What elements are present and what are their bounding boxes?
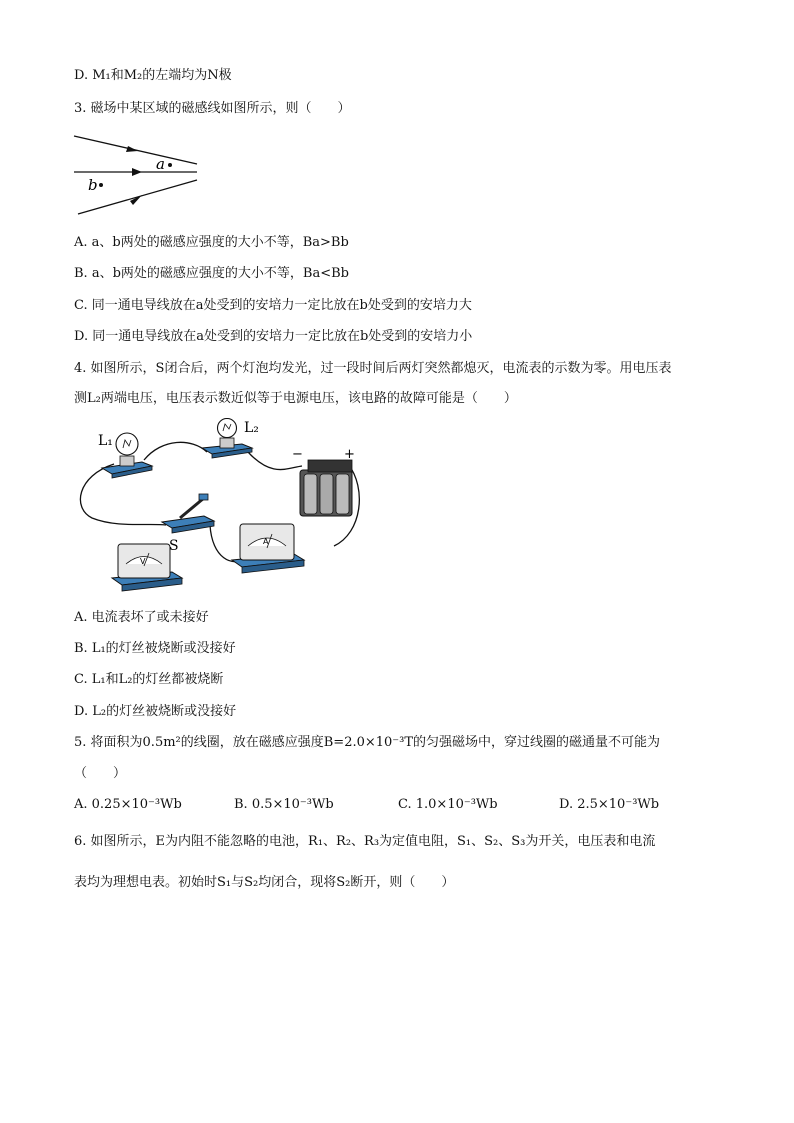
label-minus: − — [292, 447, 303, 462]
q3-option-a: A. a、b两处的磁感应强度的大小不等，Ba>Bb — [74, 235, 349, 250]
q3-option-d: D. 同一通电导线放在a处受到的安培力一定比放在b处受到的安培力小 — [74, 329, 473, 344]
q6-stem-line2: 表均为理想电表。初始时S₁与S₂均闭合，现将S₂断开，则（ ） — [74, 875, 455, 890]
label-b: b — [88, 176, 98, 194]
circuit-figure — [72, 418, 372, 600]
label-S: S — [169, 538, 179, 554]
q5-option-d: D. 2.5×10⁻³Wb — [559, 797, 660, 812]
q4-stem-line1: 4. 如图所示，S闭合后，两个灯泡均发光，过一段时间后两灯突然都熄灭，电流表的示数为零。用电压表 — [74, 361, 672, 376]
battery-pack — [300, 460, 352, 516]
q3-stem: 3. 磁场中某区域的磁感线如图所示，则（ ） — [74, 101, 351, 116]
q4-option-b: B. L₁的灯丝被烧断或没接好 — [74, 641, 236, 656]
switch-S — [162, 494, 214, 533]
ammeter-letter: A — [263, 537, 269, 546]
arrow-bottom — [130, 195, 142, 205]
point-b — [99, 183, 103, 187]
ammeter — [232, 524, 304, 573]
arrow-mid — [132, 168, 142, 176]
arrow-top — [126, 146, 138, 152]
q2-option-d: D. M₁和M₂的左端均为N极 — [74, 68, 232, 83]
label-L2: L₂ — [244, 420, 259, 436]
point-a — [168, 163, 172, 167]
q5-option-c: C. 1.0×10⁻³Wb — [398, 797, 498, 812]
wire-L1-L2 — [144, 442, 207, 460]
q5-option-b: B. 0.5×10⁻³Wb — [234, 797, 334, 812]
q5-option-a: A. 0.25×10⁻³Wb — [74, 797, 182, 812]
q5-stem-line2: （ ） — [74, 766, 127, 781]
q6-stem-line1: 6. 如图所示，E为内阻不能忽略的电池，R₁、R₂、R₃为定值电阻，S₁、S₂、S₃为开关，电压表和电流 — [74, 834, 656, 849]
q3-option-b: B. a、b两处的磁感应强度的大小不等，Ba<Bb — [74, 266, 349, 281]
magnetic-field-lines-figure — [70, 128, 210, 220]
q4-stem-line2: 测L₂两端电压，电压表示数近似等于电源电压，该电路的故障可能是（ ） — [74, 391, 517, 406]
voltmeter-letter: V — [140, 557, 146, 566]
label-plus: + — [344, 447, 355, 462]
q3-option-c: C. 同一通电导线放在a处受到的安培力一定比放在b处受到的安培力大 — [74, 298, 472, 313]
q4-option-a: A. 电流表坏了或未接好 — [74, 610, 209, 625]
label-a: a — [156, 155, 165, 173]
q4-option-d: D. L₂的灯丝被烧断或没接好 — [74, 704, 237, 719]
q5-stem-line1: 5. 将面积为0.5m²的线圈，放在磁感应强度B=2.0×10⁻³T的匀强磁场中，穿过线圈的磁通量不可能为 — [74, 735, 661, 750]
q4-option-c: C. L₁和L₂的灯丝都被烧断 — [74, 672, 224, 687]
label-L1: L₁ — [98, 433, 113, 449]
